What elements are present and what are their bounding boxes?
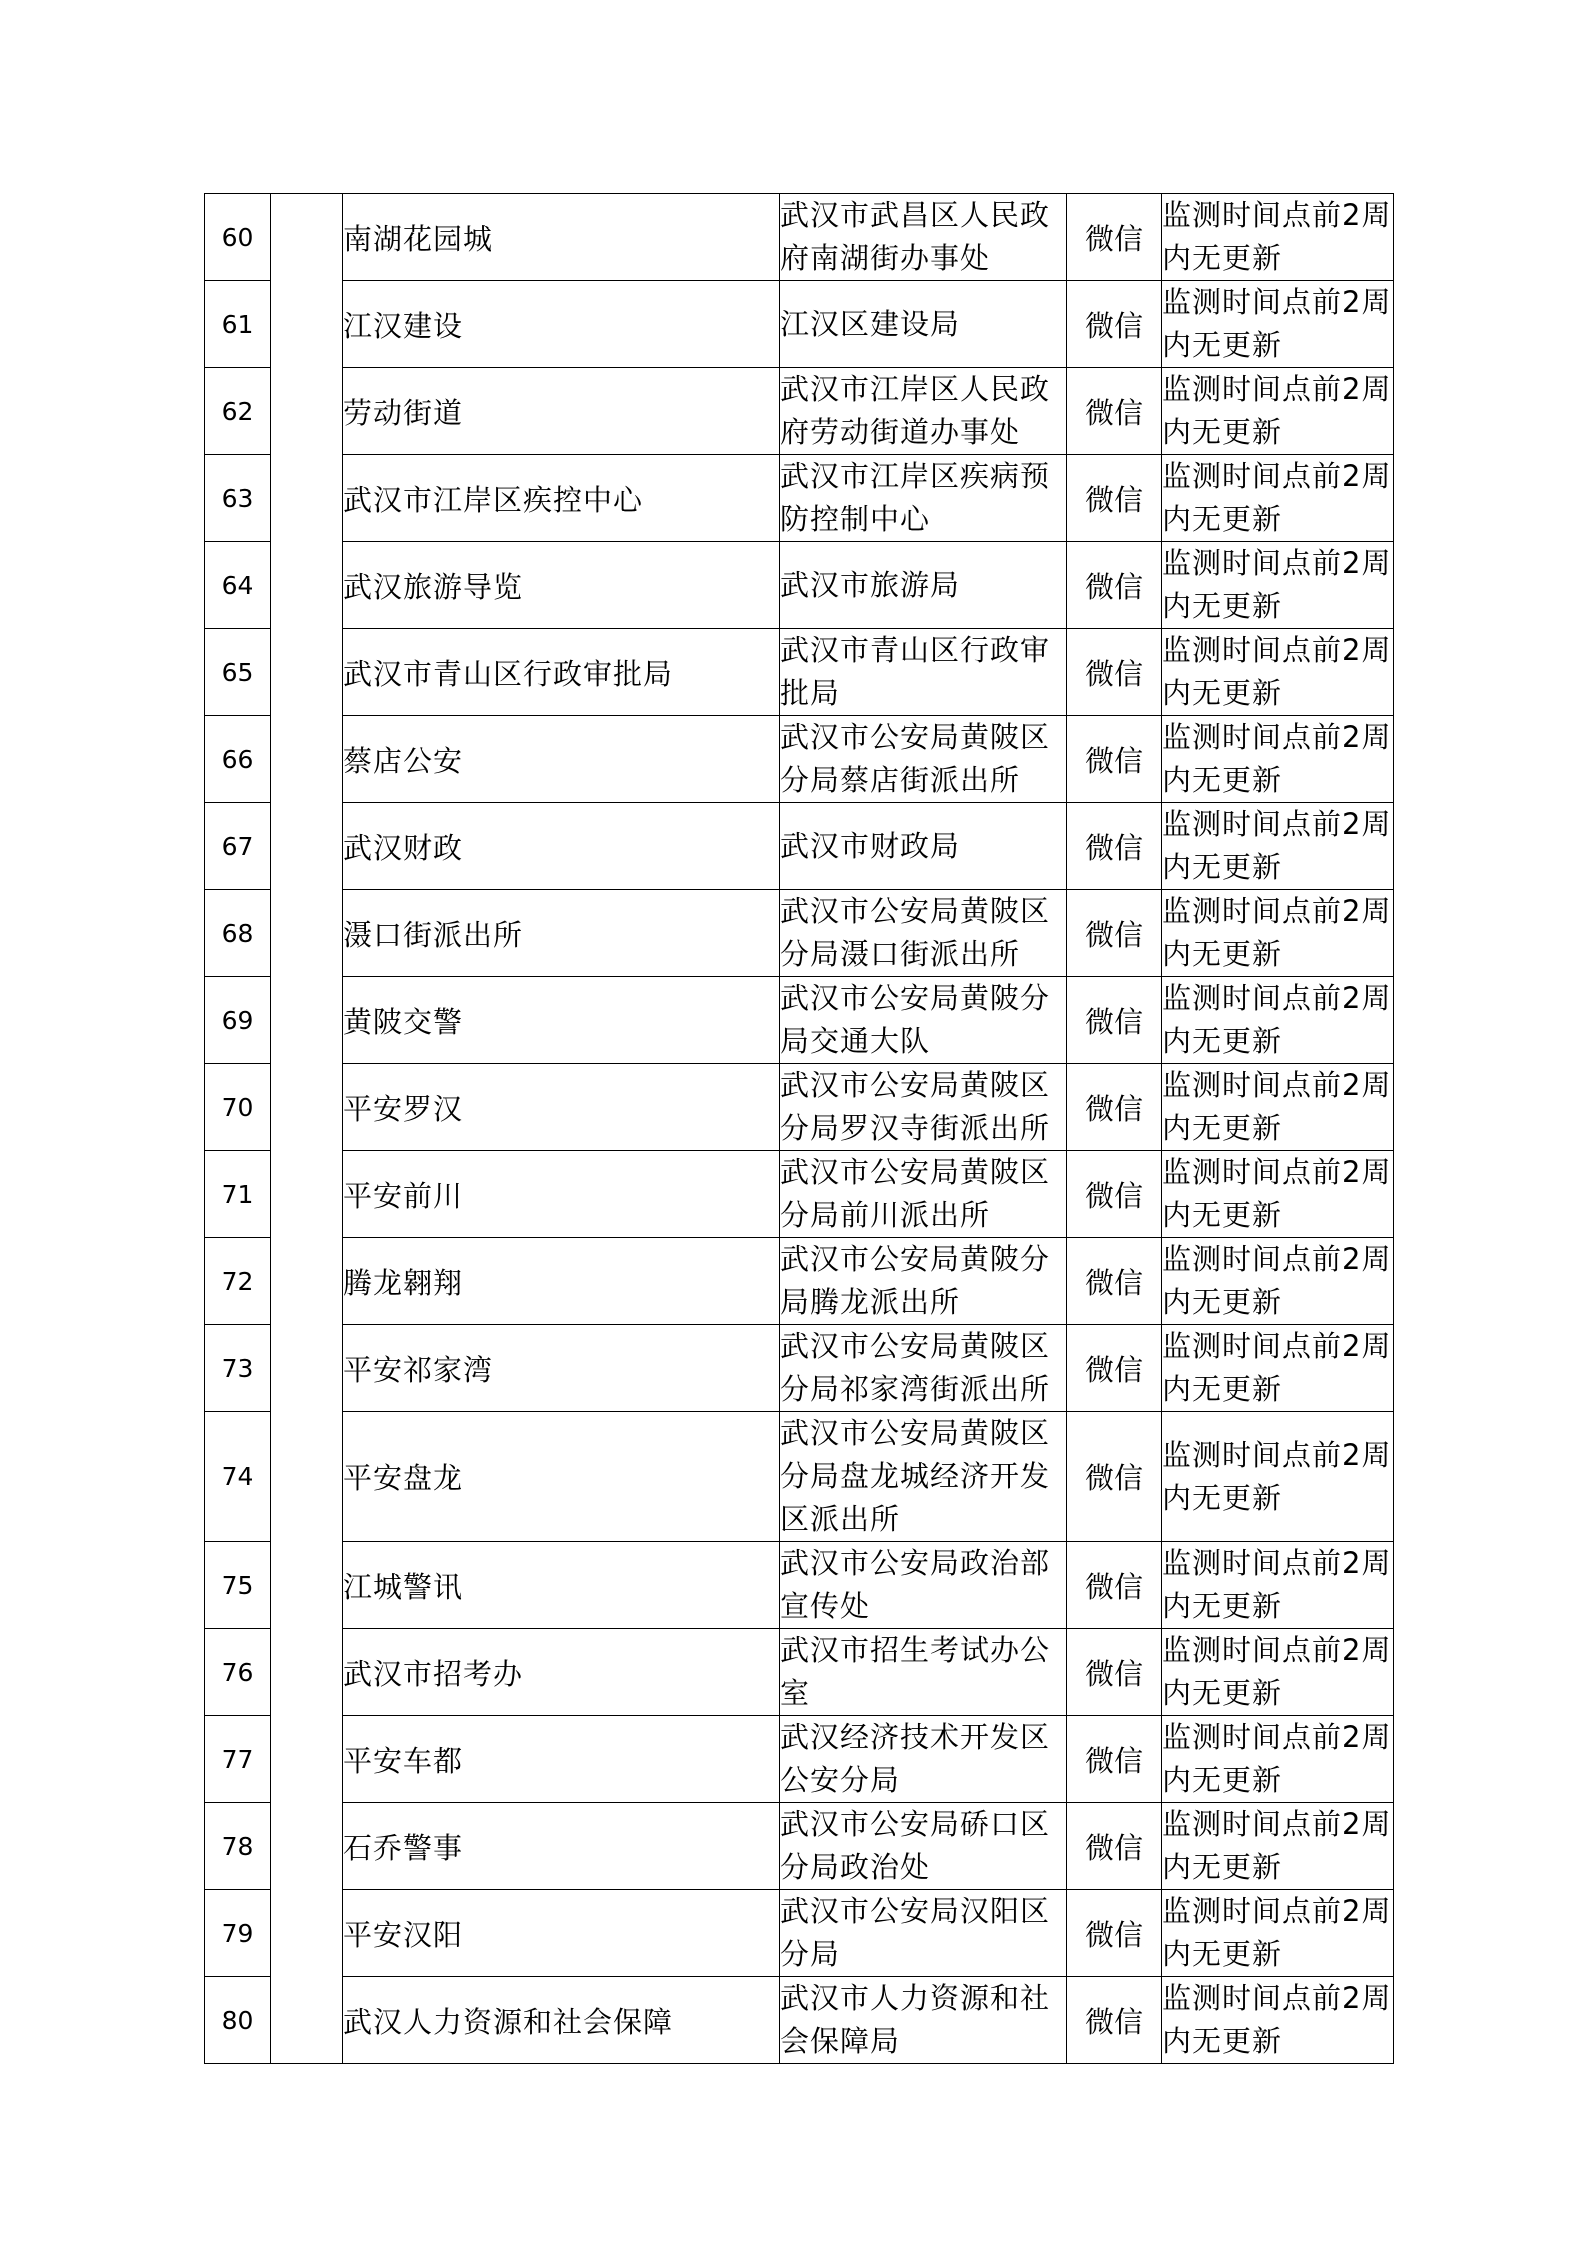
issue-status-line: 监测时间点前2周 bbox=[1162, 459, 1392, 493]
account-name: 平安前川 bbox=[343, 1151, 780, 1238]
issue-status-line: 监测时间点前2周 bbox=[1162, 720, 1392, 754]
account-name: 武汉市青山区行政审批局 bbox=[343, 629, 780, 716]
organization-cell bbox=[780, 1629, 1067, 1716]
account-name: 黄陂交警 bbox=[343, 977, 780, 1064]
issue-status-line: 内无更新 bbox=[1162, 676, 1283, 710]
issue-status-line: 内无更新 bbox=[1162, 1198, 1283, 1232]
row-number: 69 bbox=[205, 977, 271, 1064]
row-number: 60 bbox=[205, 194, 271, 281]
account-name: 平安汉阳 bbox=[343, 1890, 780, 1977]
row-number: 77 bbox=[205, 1716, 271, 1803]
issue-status-line: 监测时间点前2周 bbox=[1162, 1633, 1392, 1667]
account-name: 江汉建设 bbox=[343, 281, 780, 368]
issue-status-line: 内无更新 bbox=[1162, 2024, 1283, 2058]
issue-status-line: 监测时间点前2周 bbox=[1162, 1807, 1392, 1841]
table-row bbox=[205, 1629, 1394, 1716]
organization-line: 府南湖街办事处 bbox=[780, 241, 991, 275]
organization-line: 武汉市公安局黄陂区 bbox=[780, 1068, 1051, 1102]
organization-line: 武汉市公安局黄陂区 bbox=[780, 894, 1051, 928]
organization-line: 局腾龙派出所 bbox=[780, 1285, 961, 1319]
account-name: 平安罗汉 bbox=[343, 1064, 780, 1151]
issue-status-line: 监测时间点前2周 bbox=[1162, 981, 1392, 1015]
organization-line: 武汉市招生考试办公 bbox=[780, 1633, 1051, 1667]
platform-type: 微信 bbox=[1067, 1542, 1162, 1629]
platform-type: 微信 bbox=[1067, 629, 1162, 716]
organization-line: 武汉市公安局黄陂区 bbox=[780, 720, 1051, 754]
row-number: 63 bbox=[205, 455, 271, 542]
organization-line: 武汉市人力资源和社 bbox=[780, 1981, 1051, 2015]
organization-cell bbox=[780, 1151, 1067, 1238]
issue-status-line: 内无更新 bbox=[1162, 937, 1283, 971]
platform-type: 微信 bbox=[1067, 1716, 1162, 1803]
issue-status-line: 监测时间点前2周 bbox=[1162, 285, 1392, 319]
organization-cell bbox=[780, 803, 1067, 890]
platform-type: 微信 bbox=[1067, 542, 1162, 629]
issue-status-line: 监测时间点前2周 bbox=[1162, 633, 1392, 667]
account-name: 腾龙翱翔 bbox=[343, 1238, 780, 1325]
organization-cell bbox=[780, 1412, 1067, 1542]
issue-status-line: 内无更新 bbox=[1162, 1372, 1283, 1406]
issue-status-line: 内无更新 bbox=[1162, 1589, 1283, 1623]
issue-status bbox=[1162, 1977, 1394, 2064]
issue-status-line: 内无更新 bbox=[1162, 241, 1283, 275]
account-name: 武汉旅游导览 bbox=[343, 542, 780, 629]
table-row bbox=[205, 1542, 1394, 1629]
organization-line: 武汉市公安局黄陂区 bbox=[780, 1155, 1051, 1189]
organization-line: 分局滠口街派出所 bbox=[780, 937, 1021, 971]
organization-line: 分局政治处 bbox=[780, 1850, 931, 1884]
issue-status-line: 内无更新 bbox=[1162, 1676, 1283, 1710]
row-number: 70 bbox=[205, 1064, 271, 1151]
organization-line: 武汉市公安局政治部 bbox=[780, 1546, 1051, 1580]
table-row bbox=[205, 1238, 1394, 1325]
organization-cell bbox=[780, 1238, 1067, 1325]
account-name: 南湖花园城 bbox=[343, 194, 780, 281]
table-row bbox=[205, 542, 1394, 629]
issue-status bbox=[1162, 716, 1394, 803]
issue-status bbox=[1162, 281, 1394, 368]
issue-status-line: 监测时间点前2周 bbox=[1162, 546, 1392, 580]
platform-type: 微信 bbox=[1067, 1412, 1162, 1542]
account-name: 江城警讯 bbox=[343, 1542, 780, 1629]
organization-line: 室 bbox=[780, 1676, 811, 1710]
table-row bbox=[205, 1064, 1394, 1151]
platform-type: 微信 bbox=[1067, 1238, 1162, 1325]
issue-status bbox=[1162, 1542, 1394, 1629]
organization-line: 武汉市公安局黄陂分 bbox=[780, 981, 1051, 1015]
account-name: 蔡店公安 bbox=[343, 716, 780, 803]
organization-cell bbox=[780, 368, 1067, 455]
organization-cell bbox=[780, 1890, 1067, 1977]
issue-status-line: 内无更新 bbox=[1162, 502, 1283, 536]
platform-type: 微信 bbox=[1067, 281, 1162, 368]
table-row bbox=[205, 455, 1394, 542]
issue-status bbox=[1162, 368, 1394, 455]
issue-status-line: 内无更新 bbox=[1162, 1024, 1283, 1058]
issue-status-line: 监测时间点前2周 bbox=[1162, 807, 1392, 841]
issue-status-line: 监测时间点前2周 bbox=[1162, 1546, 1392, 1580]
issue-status-line: 内无更新 bbox=[1162, 1111, 1283, 1145]
issue-status-line: 监测时间点前2周 bbox=[1162, 1437, 1392, 1472]
platform-type: 微信 bbox=[1067, 977, 1162, 1064]
table-row bbox=[205, 1325, 1394, 1412]
account-name: 武汉市招考办 bbox=[343, 1629, 780, 1716]
organization-line: 武汉市财政局 bbox=[780, 828, 961, 863]
organization-line: 武汉市公安局汉阳区 bbox=[780, 1894, 1051, 1928]
organization-line: 分局前川派出所 bbox=[780, 1198, 991, 1232]
organization-line: 武汉市青山区行政审 bbox=[780, 633, 1051, 667]
issue-status-line: 内无更新 bbox=[1162, 328, 1283, 362]
table-row bbox=[205, 716, 1394, 803]
issue-status bbox=[1162, 1629, 1394, 1716]
issue-status bbox=[1162, 1803, 1394, 1890]
organization-line: 武汉市公安局黄陂分 bbox=[780, 1242, 1051, 1276]
table-row bbox=[205, 803, 1394, 890]
account-name: 平安祁家湾 bbox=[343, 1325, 780, 1412]
platform-type: 微信 bbox=[1067, 803, 1162, 890]
row-number: 66 bbox=[205, 716, 271, 803]
issue-status bbox=[1162, 1325, 1394, 1412]
platform-type: 微信 bbox=[1067, 455, 1162, 542]
organization-line: 武汉市武昌区人民政 bbox=[780, 198, 1051, 232]
row-number: 65 bbox=[205, 629, 271, 716]
issue-status-line: 内无更新 bbox=[1162, 1480, 1283, 1515]
platform-type: 微信 bbox=[1067, 194, 1162, 281]
issue-status-line: 内无更新 bbox=[1162, 1850, 1283, 1884]
issue-status bbox=[1162, 890, 1394, 977]
organization-line: 分局盘龙城经济开发 bbox=[780, 1459, 1051, 1493]
organization-cell bbox=[780, 977, 1067, 1064]
platform-type: 微信 bbox=[1067, 1977, 1162, 2064]
table-body bbox=[205, 194, 1394, 2064]
organization-line: 武汉市江岸区人民政 bbox=[780, 372, 1051, 406]
platform-type: 微信 bbox=[1067, 368, 1162, 455]
organization-line: 武汉市江岸区疾病预 bbox=[780, 459, 1051, 493]
table-row bbox=[205, 1151, 1394, 1238]
organization-cell bbox=[780, 542, 1067, 629]
organization-line: 宣传处 bbox=[780, 1589, 871, 1623]
organization-line: 武汉市旅游局 bbox=[780, 567, 961, 602]
organization-line: 分局蔡店街派出所 bbox=[780, 763, 1021, 797]
table-row bbox=[205, 1716, 1394, 1803]
table-row bbox=[205, 194, 1394, 281]
organization-cell bbox=[780, 1803, 1067, 1890]
row-number: 73 bbox=[205, 1325, 271, 1412]
account-name: 石乔警事 bbox=[343, 1803, 780, 1890]
account-name: 滠口街派出所 bbox=[343, 890, 780, 977]
issue-status bbox=[1162, 629, 1394, 716]
platform-type: 微信 bbox=[1067, 716, 1162, 803]
row-number: 78 bbox=[205, 1803, 271, 1890]
issue-status bbox=[1162, 1151, 1394, 1238]
row-number: 62 bbox=[205, 368, 271, 455]
issue-status bbox=[1162, 977, 1394, 1064]
organization-cell bbox=[780, 629, 1067, 716]
organization-line: 公安分局 bbox=[780, 1763, 901, 1797]
issue-status-line: 内无更新 bbox=[1162, 850, 1283, 884]
issue-status bbox=[1162, 803, 1394, 890]
table-row bbox=[205, 977, 1394, 1064]
row-number: 79 bbox=[205, 1890, 271, 1977]
issue-status bbox=[1162, 1716, 1394, 1803]
table-row bbox=[205, 1803, 1394, 1890]
organization-cell bbox=[780, 1325, 1067, 1412]
issue-status bbox=[1162, 194, 1394, 281]
organization-cell bbox=[780, 890, 1067, 977]
account-name: 武汉市江岸区疾控中心 bbox=[343, 455, 780, 542]
issue-status-line: 监测时间点前2周 bbox=[1162, 1242, 1392, 1276]
organization-line: 防控制中心 bbox=[780, 502, 931, 536]
issue-status-line: 内无更新 bbox=[1162, 589, 1283, 623]
issue-status-line: 监测时间点前2周 bbox=[1162, 198, 1392, 232]
row-number: 75 bbox=[205, 1542, 271, 1629]
platform-type: 微信 bbox=[1067, 1151, 1162, 1238]
organization-line: 武汉经济技术开发区 bbox=[780, 1720, 1051, 1754]
row-number: 64 bbox=[205, 542, 271, 629]
issue-status-line: 监测时间点前2周 bbox=[1162, 1720, 1392, 1754]
platform-type: 微信 bbox=[1067, 1325, 1162, 1412]
organization-line: 府劳动街道办事处 bbox=[780, 415, 1021, 449]
organization-line: 区派出所 bbox=[780, 1502, 901, 1536]
issue-status bbox=[1162, 542, 1394, 629]
row-number: 72 bbox=[205, 1238, 271, 1325]
organization-cell bbox=[780, 281, 1067, 368]
account-name: 武汉财政 bbox=[343, 803, 780, 890]
row-number: 74 bbox=[205, 1412, 271, 1542]
organization-line: 武汉市公安局黄陂区 bbox=[780, 1416, 1051, 1450]
organization-line: 会保障局 bbox=[780, 2024, 901, 2058]
issue-status-line: 监测时间点前2周 bbox=[1162, 372, 1392, 406]
organization-line: 江汉区建设局 bbox=[780, 306, 961, 341]
organization-line: 分局罗汉寺街派出所 bbox=[780, 1111, 1051, 1145]
platform-type: 微信 bbox=[1067, 1064, 1162, 1151]
issue-status-line: 内无更新 bbox=[1162, 763, 1283, 797]
table-row bbox=[205, 1890, 1394, 1977]
row-number: 67 bbox=[205, 803, 271, 890]
account-name: 平安车都 bbox=[343, 1716, 780, 1803]
organization-line: 分局 bbox=[780, 1937, 841, 1971]
organization-cell bbox=[780, 194, 1067, 281]
row-number: 61 bbox=[205, 281, 271, 368]
accounts-table bbox=[204, 193, 1394, 2064]
table-row bbox=[205, 1412, 1394, 1542]
table-row bbox=[205, 629, 1394, 716]
row-number: 80 bbox=[205, 1977, 271, 2064]
organization-line: 局交通大队 bbox=[780, 1024, 931, 1058]
account-name: 劳动街道 bbox=[343, 368, 780, 455]
organization-cell bbox=[780, 1716, 1067, 1803]
organization-cell bbox=[780, 716, 1067, 803]
row-number: 68 bbox=[205, 890, 271, 977]
issue-status bbox=[1162, 455, 1394, 542]
issue-status-line: 内无更新 bbox=[1162, 1285, 1283, 1319]
organization-line: 武汉市公安局硚口区 bbox=[780, 1807, 1051, 1841]
table-row bbox=[205, 890, 1394, 977]
issue-status-line: 监测时间点前2周 bbox=[1162, 1068, 1392, 1102]
issue-status bbox=[1162, 1064, 1394, 1151]
row-number: 76 bbox=[205, 1629, 271, 1716]
organization-cell bbox=[780, 1542, 1067, 1629]
row-number: 71 bbox=[205, 1151, 271, 1238]
issue-status-line: 监测时间点前2周 bbox=[1162, 1981, 1392, 2015]
organization-line: 武汉市公安局黄陂区 bbox=[780, 1329, 1051, 1363]
platform-type: 微信 bbox=[1067, 1629, 1162, 1716]
platform-type: 微信 bbox=[1067, 1890, 1162, 1977]
issue-status-line: 监测时间点前2周 bbox=[1162, 1155, 1392, 1189]
issue-status-line: 内无更新 bbox=[1162, 1763, 1283, 1797]
organization-line: 分局祁家湾街派出所 bbox=[780, 1372, 1051, 1406]
issue-status-line: 监测时间点前2周 bbox=[1162, 1894, 1392, 1928]
issue-status-line: 监测时间点前2周 bbox=[1162, 1329, 1392, 1363]
issue-status bbox=[1162, 1412, 1394, 1542]
account-name: 武汉人力资源和社会保障 bbox=[343, 1977, 780, 2064]
platform-type: 微信 bbox=[1067, 890, 1162, 977]
issue-status bbox=[1162, 1890, 1394, 1977]
organization-line: 批局 bbox=[780, 676, 841, 710]
table-row bbox=[205, 1977, 1394, 2064]
table-row bbox=[205, 281, 1394, 368]
issue-status-line: 内无更新 bbox=[1162, 415, 1283, 449]
organization-cell bbox=[780, 1977, 1067, 2064]
table-row bbox=[205, 368, 1394, 455]
account-name: 平安盘龙 bbox=[343, 1412, 780, 1542]
platform-type: 微信 bbox=[1067, 1803, 1162, 1890]
category-cell bbox=[271, 194, 343, 2064]
issue-status-line: 内无更新 bbox=[1162, 1937, 1283, 1971]
issue-status bbox=[1162, 1238, 1394, 1325]
issue-status-line: 监测时间点前2周 bbox=[1162, 894, 1392, 928]
organization-cell bbox=[780, 455, 1067, 542]
organization-cell bbox=[780, 1064, 1067, 1151]
